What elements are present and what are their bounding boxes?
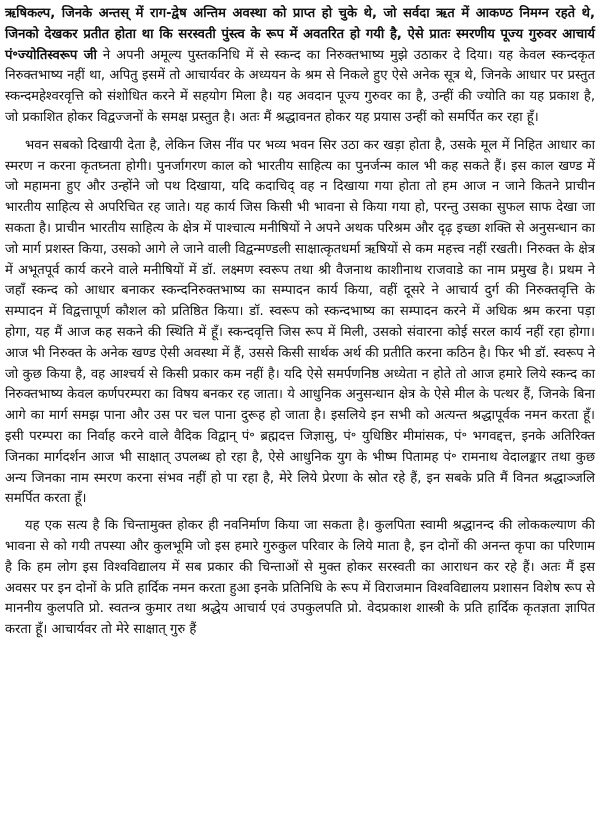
paragraph-acknowledgement-scholars [5, 136, 595, 510]
dedication-body-text: ने अपनी अमूल्य पुस्तकनिधि में से स्कन्द का निरुक्तभाष्य मुझे उठाकर दे दिया। यह केवल स्कन्दकृत निरुक्तभाष्य नहीं था, अपितु इसमें तो आचार्यवर के अध्ययन के श्रम से निकले हुए ऐसे अनेक सूत्र थे, जिनके आधार पर प्रस्तुत स्कन्दमहेश्वरवृत्ति को संशोधित करने में सहयोग मिला है। यह अवदान पूज्य गुरुवर का है, उन्हीं की ज्योति का यह प्रकाश है, जो प्रकाशित होकर विद्वज्जनों के समक्ष प्रस्तुत है। अतः मैं श्रद्धावनत होकर यह प्रयास उन्हीं को समर्पित कर रहा हूँ। [5, 47, 595, 125]
dedication-bold-text: ऋषिकल्प, जिनके अन्तस् में राग-द्वेष अन्तिम अवस्था को प्राप्त हो चुके थे, जो सर्वदा ऋत में आकण्ठ निमग्न रहते थे, जिनको देखकर प्रतीत होता था कि सरस्वती पुंस्त्व के रूप में अवतरित हो गयी है, ऐसे प्रातः स्मरणीय पूज्य गुरुवर आचार्य पं॰ज्योतिस्वरूप जी [5, 6, 595, 63]
university-body-text: यह एक सत्य है कि चिन्तामुक्त होकर ही नवनिर्माण किया जा सकता है। कुलपिता स्वामी श्रद्धानन्द की लोककल्याण की भावना से को गयी तपस्या और कुलभूमि जो इस हमारे गुरुकुल परिवार के लिये माता है, इन दोनों की अनन्त कृपा का परिणाम है कि हम लोग इस विश्वविद्यालय में सब प्रकार की चिन्ताओं से मुक्त होकर सरस्वती का आराधन कर रहे हैं। अतः मैं इस अवसर पर इन दोनों के प्रति हार्दिक नमन करता हुआ इनके प्रतिनिधि के रूप में विराजमान विश्वविद्यालय प्रशासन विशेष रूप से माननीय कुलपति प्रो. स्वतन्त्र कुमार तथा श्रद्धेय आचार्य एवं उपकुलपति प्रो. वेदप्रकाश शास्त्री के प्रति हार्दिक कृतज्ञता ज्ञापित करता हूँ। आचार्यवर तो मेरे साक्षात् गुरु हैं [5, 518, 595, 638]
paragraph-dedication [5, 4, 595, 129]
paragraph-acknowledgement-university [5, 516, 595, 641]
scholars-body-text: भवन सबको दिखायी देता है, लेकिन जिस नींव पर भव्य भवन सिर उठा कर खड़ा होता है, उसके मूल में निहित आधार का स्मरण न करना कृतघ्नता होगी। पुनर्जागरण काल को भारतीय साहित्य का पुनर्जन्म काल भी कह सकते हैं। इस काल खण्ड में जो महामना हुए और उन्होंने जो पथ दिखाया, यदि कदाचिद् वह न दिखाया गया होता तो हम आज न जाने कितने प्राचीन भारतीय साहित्य से अपरिचित रह जाते। यह कार्य जिस किसी भी भावना से किया गया हो, परन्तु उसका सुफल साफ देखा जा सकता है। प्राचीन भारतीय साहित्य के क्षेत्र में पाश्चात्य मनीषियों ने अपने अथक परिश्रम और दृढ़ इच्छा शक्ति से अनुसन्धान का जो मार्ग प्रशस्त किया, उसको आगे ले जाने वाली विद्वन्मण्डली साक्षात्कृतधर्मा ऋषियों से कम महत्त्व नहीं रखती। निरुक्त के क्षेत्र में अभूतपूर्व कार्य करने वाले मनीषियों में डॉ. लक्ष्मण स्वरूप तथा श्री वैजनाथ काशीनाथ राजवाडे का नाम प्रमुख है। प्रथम ने जहाँ स्कन्द को आधार बनाकर स्कन्दनिरुक्तभाष्य का सम्पादन कार्य किया, वहीं दूसरे ने आचार्य दुर्ग की निरुक्तवृत्ति के सम्पादन में विद्वत्तापूर्ण कौशल को प्रतिष्ठित किया। डॉ. स्वरूप को स्कन्दभाष्य का सम्पादन करने में अधिक श्रम करना पड़ा होगा, यह मैं आज कह सकने की स्थिति में हूँ। स्कन्दवृत्ति जिस रूप में मिली, उसको संवारना कोई सरल कार्य नहीं रहा होगा। आज भी निरुक्त के अनेक खण्ड ऐसी अवस्था में हैं, उससे किसी सार्थक अर्थ की प्रतीति करना कठिन है। फिर भी डॉ. स्वरूप ने जो कुछ किया है, वह आश्चर्य से किसी प्रकार कम नहीं है। यदि ऐसे समर्पणनिष्ठ अध्येता न होते तो आज हमारे लिये स्कन्द का निरुक्तभाष्य केवल कर्णपरम्परा का विषय बनकर रह जाता। ये आधुनिक अनुसन्धान क्षेत्र के ऐसे मील के पत्थर हैं, जिनके बिना आगे का मार्ग समझ पाना और उस पर चल पाना दुरूह हो जाता है। इसलिये इन सभी को अत्यन्त श्रद्धापूर्वक नमन करता हूँ। इसी परम्परा का निर्वाह करने वाले वैदिक विद्वान् पं॰ ब्रह्मदत्त जिज्ञासु, पं॰ युधिष्ठिर मीमांसक, पं॰ भगवद्दत्त, इनके अतिरिक्त जिनका मार्गदर्शन आज भी साक्षात् उपलब्ध हो रहा है, ऐसे आधुनिक युग के भीष्म पितामह पं॰ रामनाथ वेदालङ्कार तथा कुछ अन्य जिनका नाम स्मरण करना संभव नहीं हो पा रहा है, मेरे लिये प्रेरणा के स्रोत रहे हैं, इन सबके प्रति मैं विनत श्रद्धाञ्जलि समर्पित करता हूँ। [5, 137, 596, 507]
